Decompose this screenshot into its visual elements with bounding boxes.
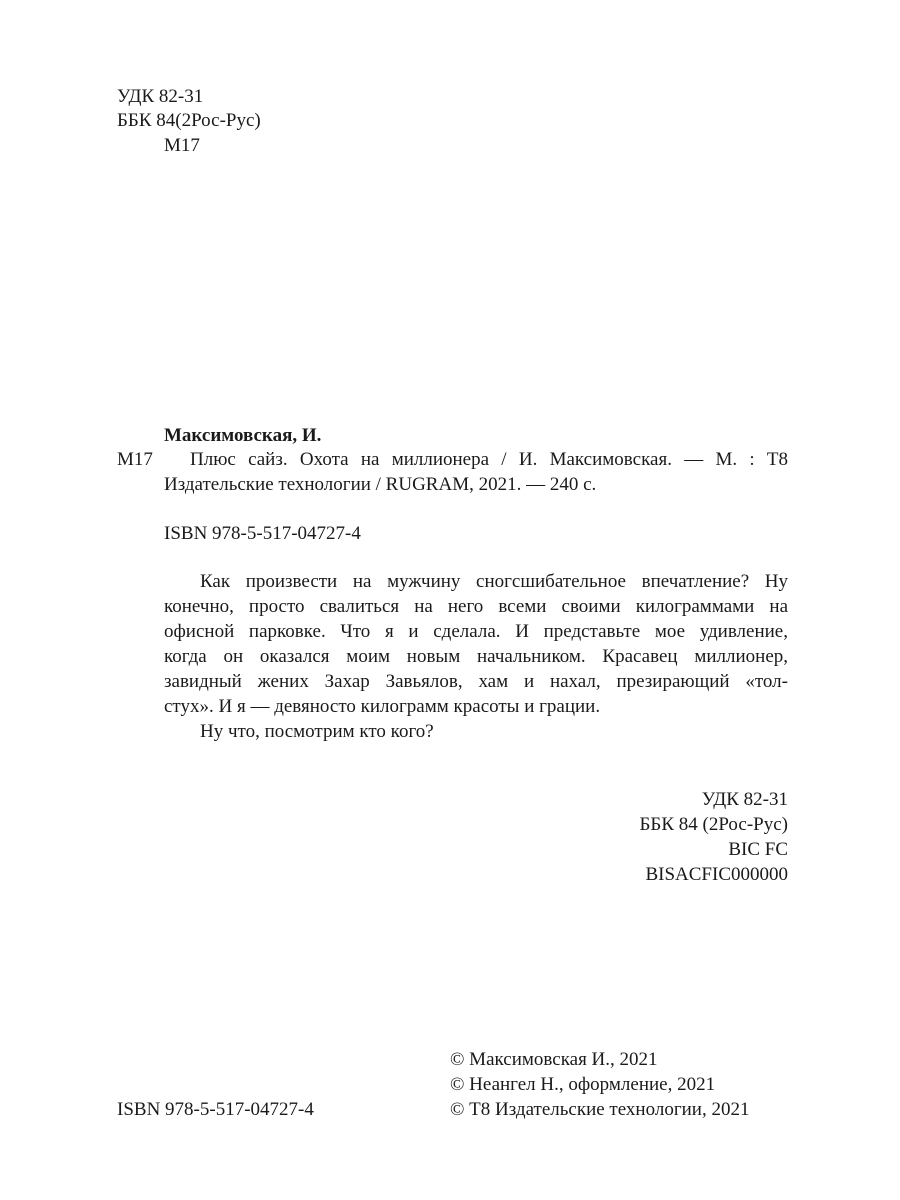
copyright-publisher: © Т8 Издательские технологии, 2021 bbox=[450, 1099, 750, 1120]
top-author-mark: М17 bbox=[164, 135, 200, 156]
annotation-line: завидный жених Захар Завьялов, хам и нахал, презирающий «тол- bbox=[164, 671, 788, 692]
right-udk-code: УДК 82-31 bbox=[701, 789, 788, 810]
record-author: Максимовская, И. bbox=[164, 425, 322, 446]
bottom-isbn: ISBN 978-5-517-04727-4 bbox=[117, 1099, 314, 1120]
annotation-line: стух». И я — девяносто килограмм красоты и грации. bbox=[164, 696, 601, 717]
right-bbk-code: ББК 84 (2Рос-Рус) bbox=[639, 814, 788, 835]
right-bisac-code: BISACFIC000000 bbox=[645, 864, 788, 885]
right-bic-code: BIC FC bbox=[728, 839, 788, 860]
top-udk-code: УДК 82-31 bbox=[117, 86, 204, 107]
top-bbk-code: ББК 84(2Рос-Рус) bbox=[117, 110, 261, 131]
annotation-line: офисной парковке. Что я и сделала. И представьте мое удивление, bbox=[164, 621, 788, 642]
annotation-line: когда он оказался моим новым начальником. Красавец миллионер, bbox=[164, 646, 788, 667]
annotation bbox=[164, 569, 788, 744]
annotation-line: конечно, просто свалиться на него всеми своими килограммами на bbox=[164, 596, 788, 617]
copyright-design: © Неангел Н., оформление, 2021 bbox=[450, 1074, 716, 1095]
record-title-line: Плюс сайз. Охота на миллионера / И. Максимовская. — М. : Т8 bbox=[190, 449, 788, 470]
annotation-closing-line: Ну что, посмотрим кто кого? bbox=[200, 721, 434, 742]
copyright-block bbox=[450, 1047, 749, 1122]
right-classification bbox=[640, 787, 788, 887]
record-publisher-line: Издательские технологии / RUGRAM, 2021. — 240 с. bbox=[164, 474, 597, 495]
record-author-mark: М17 bbox=[117, 449, 153, 470]
copyright-author: © Максимовская И., 2021 bbox=[450, 1049, 658, 1070]
record-isbn: ISBN 978-5-517-04727-4 bbox=[164, 523, 361, 544]
annotation-line: Как произвести на мужчину сногсшибательное впечатление? Ну bbox=[200, 571, 788, 592]
